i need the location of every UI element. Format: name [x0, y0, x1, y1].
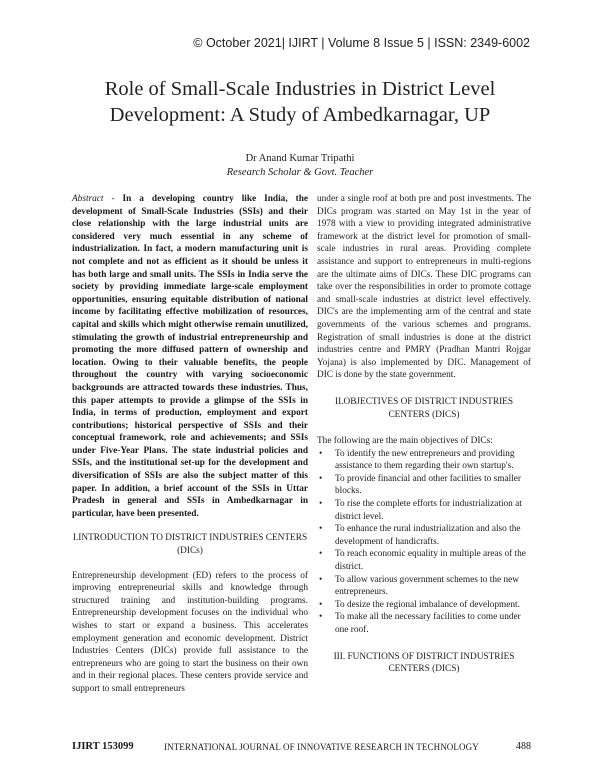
bullet-icon: •: [319, 499, 323, 510]
list-item: [317, 599, 531, 612]
journal-citation-header: © October 2021| IJIRT | Volume 8 Issue 5 | ISSN: 2349-6002: [193, 36, 530, 50]
list-item: [317, 473, 531, 498]
bullet-icon: •: [319, 549, 323, 560]
paper-title-line-1: Role of Small-Scale Industries in District Level: [104, 78, 496, 100]
right-column: [317, 193, 531, 690]
list-item-text: To rise the complete efforts for industrialization at district level.: [335, 499, 522, 522]
list-item-text: To desize the regional imbalance of development.: [335, 599, 520, 610]
author-name: Dr Anand Kumar Tripathi: [245, 153, 355, 164]
author-block: [60, 152, 540, 180]
list-item: [317, 548, 531, 573]
paper-title-line-2: Development: A Study of Ambedkarnagar, UP: [109, 104, 491, 126]
footer-journal-name: INTERNATIONAL JOURNAL OF INNOVATIVE RESEARCH IN TECHNOLOGY: [164, 742, 479, 752]
list-item-text: To provide financial and other facilities to smaller blocks.: [335, 473, 521, 497]
objectives-list: [317, 448, 531, 637]
abstract-paragraph: [72, 193, 308, 520]
dic-overview-paragraph: under a single roof at both pre and post investments. The DICs program was started on May 1st in the year of 1978 with a view to providing integrated administrative framework at the district level for promotion of small-scale industries in rural areas. Providing complete assistance and support to entrepreneurs in multi-regions are the ultimate aims of DICs. These DIC programs can take over the responsibilities in order to promote cottage and small-scale industries at district level effectively. DIC's are the implementing arm of the central and state governments of the various schemes and programs. Registration of small industries is done at the district industries centre and PMRY (Pradhan Mantri Rojgar Yojana) is also implemented by DIC. Management of DIC is done by the state government.: [317, 194, 531, 381]
abstract-text: In a developing country like India, the development of Small-Scale Industries (SSIs) and their close relationship with the large industrial units are considered very much essential in any scheme of industrialization. In fact, a modern manufacturing unit is not complete and not as efficient as it should be unless it has both large and small units. The SSIs in India serve the society by providing immediate large-scale employment opportunities, ensuring equitable distribution of national income by facilitating effective mobilization of resources, capital and skills which might otherwise remain unutilized, stimulating the growth of industrial entrepreneurship and promoting the more diffused pattern of ownership and location. Owing to their valuable benefits, the people throughout the country with varying socioeconomic backgrounds are attracted towards these industries. Thus, this paper attempts to provide a glimpse of the SSIs in India, in terms of production, employment and export contributions; historical perspective of SSIs and their conceptual framework, role and achievements; and SSIs under Five-Year Plans. The state industrial policies and SSIs, and the institutional set-up for the development and diversification of SSIs are also the subject matter of this paper. In addition, a brief account of the SSIs in Uttar Pradesh in general and SSIs in Ambedkarnagar in particular, have been presented.: [72, 194, 308, 519]
list-item: [317, 448, 531, 473]
objectives-intro: The following are the main objectives of DICs:: [317, 436, 493, 447]
left-column: [72, 193, 308, 696]
bullet-icon: •: [319, 524, 323, 535]
bullet-icon: •: [319, 574, 323, 585]
list-item-text: To identify the new entrepreneurs and providing assistance to them regarding their own startup's.: [335, 448, 515, 472]
list-item: [317, 523, 531, 548]
section-heading-introduction: I.INTRODUCTION TO DISTRICT INDUSTRIES CENTERS (DICs): [72, 533, 308, 557]
list-item-text: To enhance the rural industrialization and also the development of handicrafts.: [335, 524, 521, 547]
section-heading-objectives: II.OBJECTIVES OF DISTRICT INDUSTRIES CENTERS (DICS): [334, 396, 514, 420]
list-item: [317, 498, 531, 523]
bullet-icon: •: [319, 473, 323, 484]
page-number: 488: [516, 741, 531, 752]
list-item: [317, 611, 531, 636]
paper-title: [60, 76, 540, 128]
list-item-text: To make all the necessary facilities to come under one roof.: [335, 612, 521, 635]
abstract-label: Abstract -: [72, 194, 115, 204]
list-item: [317, 574, 531, 599]
author-affiliation: Research Scholar & Govt. Teacher: [226, 167, 374, 178]
list-item-text: To allow various government schemes to the new entrepreneurs.: [335, 574, 519, 598]
bullet-icon: •: [319, 448, 323, 459]
bullet-icon: •: [319, 612, 323, 623]
section-heading-functions: III. FUNCTIONS OF DISTRICT INDUSTRIES CENTERS (DICS): [333, 651, 515, 675]
introduction-paragraph: Entrepreneurship development (ED) refers to the process of improving entrepreneurial skills and knowledge through structured training and institution-building programs. Entrepreneurship development focuses on the individual who wishes to start or expand a business. This accelerates employment generation and economic development. District Industries Centers (DICs) provide full assistance to the entrepreneurs who are going to start the business on their own and in their regional places. These centers provide service and support to small entrepreneurs: [72, 570, 308, 694]
list-item-text: To reach economic equality in multiple areas of the district.: [335, 549, 526, 573]
bullet-icon: •: [319, 599, 323, 610]
footer-journal-id: IJIRT 153099: [72, 741, 134, 752]
